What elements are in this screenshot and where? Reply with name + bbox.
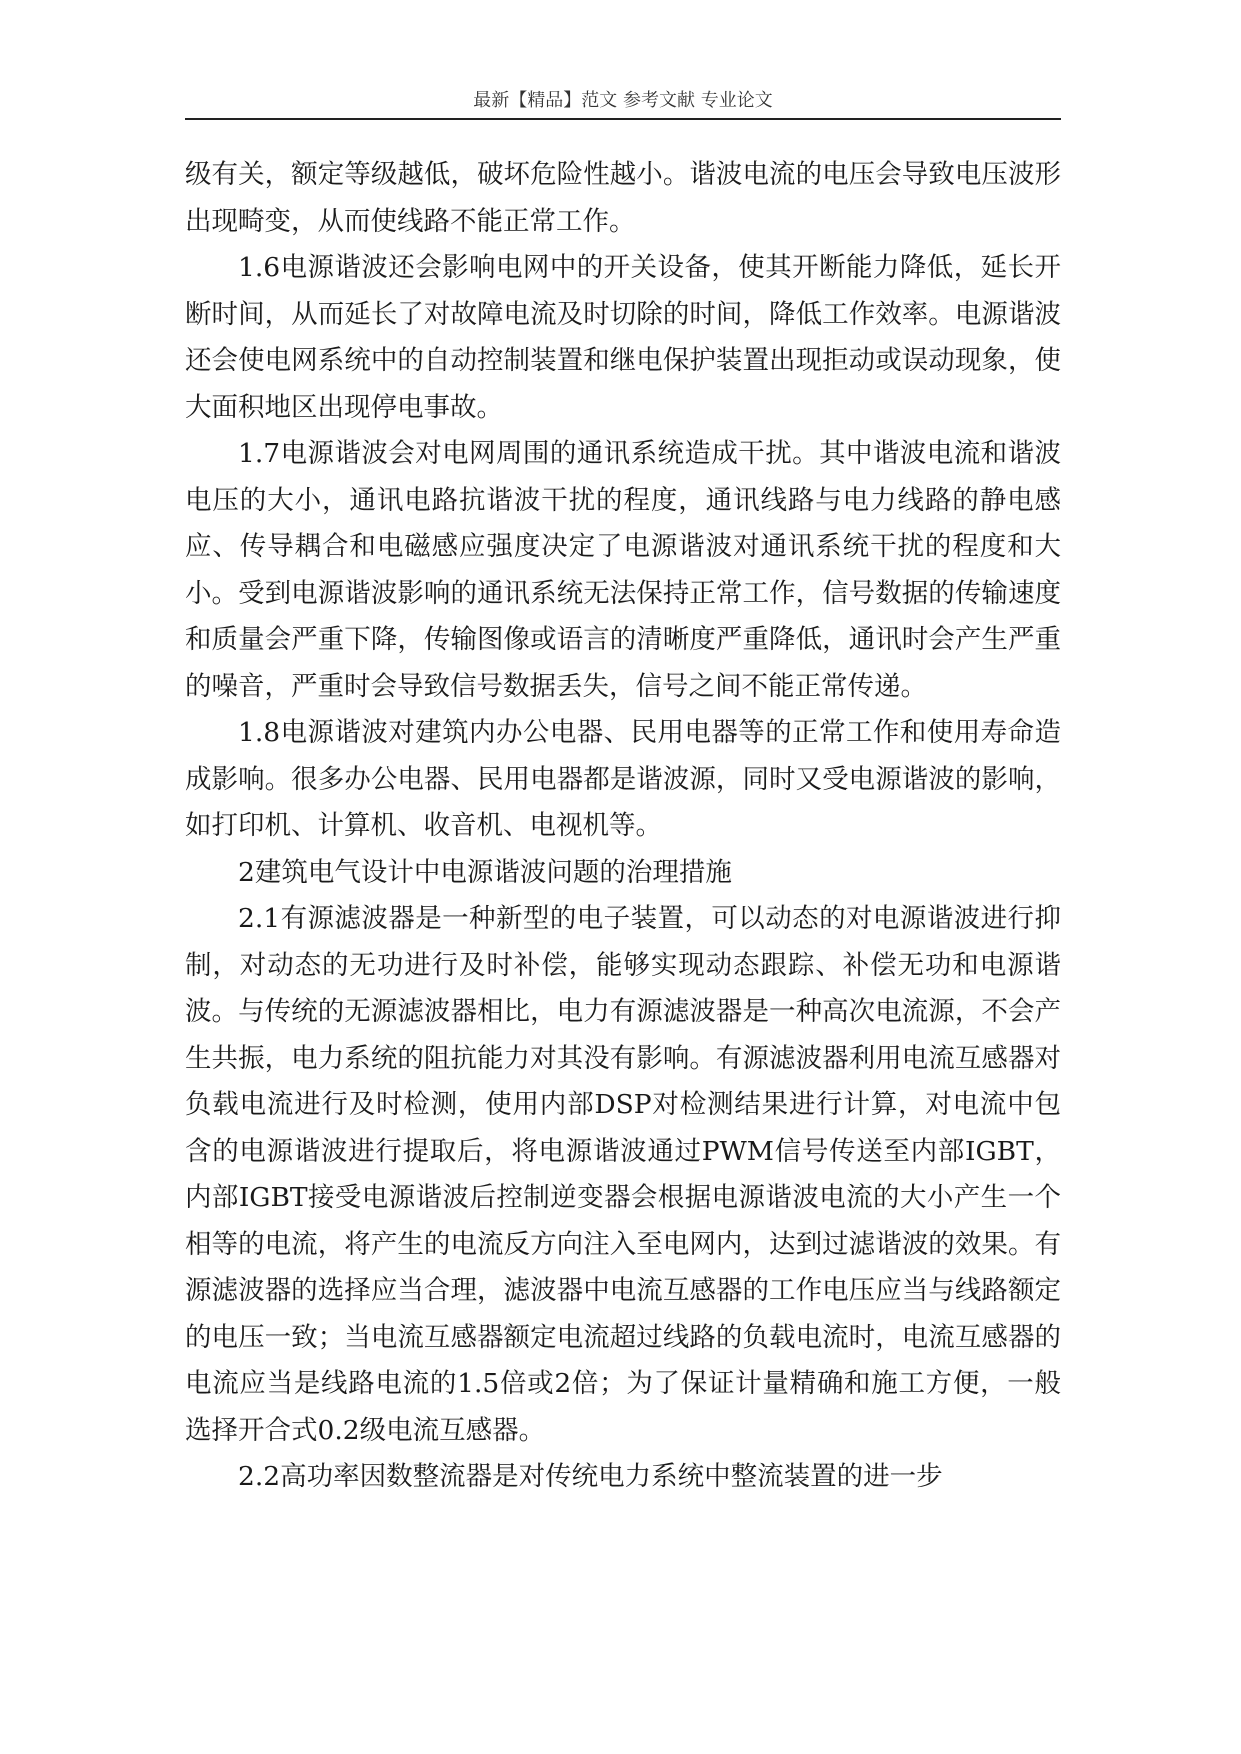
- paragraph: 1.7电源谐波会对电网周围的通讯系统造成干扰。其中谐波电流和谐波电压的大小，通讯电路抗谐波干扰的程度，通讯线路与电力线路的静电感应、传导耦合和电磁感应强度决定了电源谐波对通讯系统干扰的程度和大小。受到电源谐波影响的通讯系统无法保持正常工作，信号数据的传输速度和质量会严重下降，传输图像或语言的清晰度严重降低，通讯时会产生严重的噪音，严重时会导致信号数据丢失，信号之间不能正常传递。: [185, 438, 1061, 702]
- paragraph: 级有关，额定等级越低，破坏危险性越小。谐波电流的电压会导致电压波形出现畸变，从而使线路不能正常工作。: [185, 159, 1061, 237]
- paragraph: 2.1有源滤波器是一种新型的电子装置，可以动态的对电源谐波进行抑制，对动态的无功进行及时补偿，能够实现动态跟踪、补偿无功和电源谐波。与传统的无源滤波器相比，电力有源滤波器是一种高次电流源，不会产生共振，电力系统的阻抗能力对其没有影响。有源滤波器利用电流互感器对负载电流进行及时检测，使用内部DSP对检测结果进行计算，对电流中包含的电源谐波进行提取后，将电源谐波通过PWM信号传送至内部IGBT，内部IGBT接受电源谐波后控制逆变器会根据电源谐波电流的大小产生一个相等的电流，将产生的电流反方向注入至电网内，达到过滤谐波的效果。有源滤波器的选择应当合理，滤波器中电流互感器的工作电压应当与线路额定的电压一致；当电流互感器额定电流超过线路的负载电流时，电流互感器的电流应当是线路电流的1.5倍或2倍；为了保证计量精确和施工方便，一般选择开合式0.2级电流互感器。: [185, 903, 1061, 1446]
- page-header: [185, 84, 1061, 120]
- section-heading: 2建筑电气设计中电源谐波问题的治理措施: [238, 856, 732, 888]
- document-body: [185, 152, 1061, 1501]
- paragraph: 1.8电源谐波对建筑内办公电器、民用电器等的正常工作和使用寿命造成影响。很多办公电器、民用电器都是谐波源，同时又受电源谐波的影响，如打印机、计算机、收音机、电视机等。: [185, 717, 1061, 841]
- paragraph: 1.6电源谐波还会影响电网中的开关设备，使其开断能力降低，延长开断时间，从而延长了对故障电流及时切除的时间，降低工作效率。电源谐波还会使电网系统中的自动控制装置和继电保护装置出现拒动或误动现象，使大面积地区出现停电事故。: [185, 252, 1061, 423]
- paragraph: 2.2高功率因数整流器是对传统电力系统中整流装置的进一步: [238, 1461, 943, 1492]
- header-text: 最新【精品】范文 参考文献 专业论文: [473, 90, 773, 111]
